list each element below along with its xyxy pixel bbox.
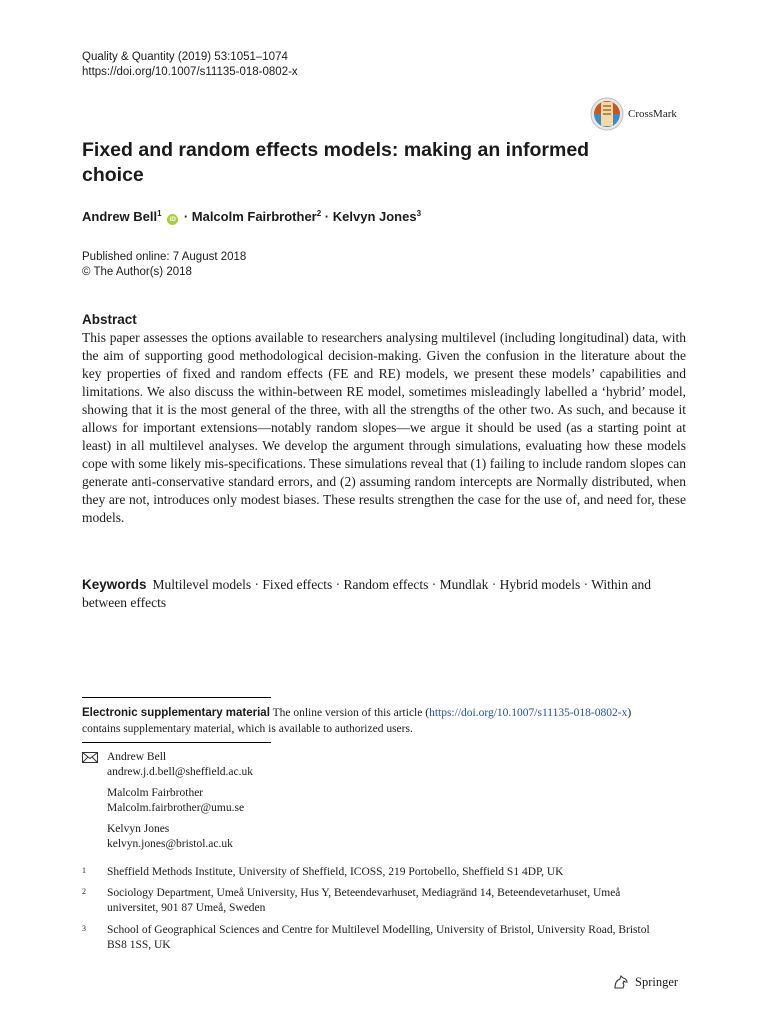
esm-label: Electronic supplementary material <box>82 707 270 719</box>
contact-email[interactable]: kelvyn.jones@bristol.ac.uk <box>107 838 233 850</box>
copyright-line: © The Author(s) 2018 <box>82 266 192 278</box>
footnote-rule <box>82 697 271 698</box>
crossmark-icon <box>590 96 624 132</box>
orcid-icon[interactable]: iD <box>167 214 178 225</box>
keywords <box>82 576 686 612</box>
affiliation-text: School of Geographical Sciences and Centre for Multilevel Modelling, University of Bristol, University Road, Bristol BS8 1SS, UK <box>107 924 650 951</box>
author-name: Andrew Bell <box>82 209 158 224</box>
esm-text-before: The online version of this article ( <box>269 707 430 719</box>
author-affiliation-mark: 2 <box>316 209 322 218</box>
affiliation-text: Sociology Department, Umeå University, Hus Y, Beteendevarhuset, Mediagränd 14, Beteendevetarhuset, Umeå universitet, 901 87 Umeå, Sweden <box>107 887 621 914</box>
author-name: Malcolm Fairbrother <box>191 209 317 224</box>
abstract-body: This paper assesses the options available to researchers analysing multilevel (including longitudinal) data, with the aim of supporting good methodological decision-making. Given the confusion in the literature about the key properties of fixed and random effects (FE and RE) models, we present these models’ capabilities and limitations. We also discuss the within-between RE model, sometimes misleadingly labelled a ‘hybrid’ model, showing that it is the most general of the three, with all the strengths of the other two. As such, and because it allows for important extensions—notably random slopes—we argue it should be used (as a starting point at least) in all multilevel analyses. We develop the argument through simulations, evaluating how these models cope with some likely mis-specifications. These simulations reveal that (1) failing to include random slopes can generate anti-conservative standard errors, and (2) assuming random intercepts are Normally distributed, when they are not, introduces only modest biases. These results strengthen the case for the use of, and need for, these models. <box>82 330 686 525</box>
author-affiliation-mark: 3 <box>416 209 422 218</box>
crossmark-label: CrossMark <box>628 108 677 120</box>
contact-email[interactable]: andrew.j.d.bell@sheffield.ac.uk <box>107 766 253 778</box>
publication-info <box>82 250 246 280</box>
keywords-label: Keywords <box>82 577 147 592</box>
keywords-text: Multilevel models · Fixed effects · Random effects · Mundlak · Hybrid models · Within and between effects <box>82 577 652 610</box>
contact-name: Andrew Bell <box>107 751 167 763</box>
contact-list <box>107 750 253 858</box>
journal-citation: Quality & Quantity (2019) 53:1051–1074 <box>82 51 288 63</box>
published-date: Published online: 7 August 2018 <box>82 251 247 263</box>
contact-entry <box>107 786 253 816</box>
contact-email[interactable]: Malcolm.fairbrother@umu.se <box>107 802 245 814</box>
journal-header <box>82 50 298 80</box>
affiliation-number: 2 <box>82 887 86 896</box>
esm-doi-link[interactable]: https://doi.org/10.1007/s11135-018-0802-x <box>429 707 628 719</box>
springer-horse-icon <box>612 974 630 990</box>
abstract-heading: Abstract <box>82 312 137 327</box>
author-list <box>82 209 421 225</box>
esm-text-after: ) contains supplementary material, which is available to authorized users. <box>82 707 632 735</box>
contact-entry <box>107 822 253 852</box>
paper-title: Fixed and random effects models: making an informed choice <box>82 139 590 186</box>
correspondence-rule <box>82 742 271 743</box>
affiliation-text: Sheffield Methods Institute, University of Sheffield, ICOSS, 219 Portobello, Sheffield S1 4DP, UK <box>107 866 564 878</box>
publisher-name: Springer <box>635 974 679 989</box>
contact-name: Kelvyn Jones <box>107 823 170 835</box>
author-affiliation-mark: 1 <box>157 209 162 218</box>
contact-entry <box>107 750 253 780</box>
author-separator: · <box>321 209 333 224</box>
envelope-icon <box>82 752 98 763</box>
supplementary-material-note <box>82 705 652 737</box>
author-separator: · <box>180 209 192 224</box>
author-name: Kelvyn Jones <box>332 209 417 224</box>
springer-logo <box>612 974 678 990</box>
journal-doi: https://doi.org/10.1007/s11135-018-0802-x <box>82 66 298 78</box>
affiliation-number: 1 <box>82 866 86 875</box>
crossmark-badge[interactable] <box>590 96 677 132</box>
affiliation-number: 3 <box>82 924 86 933</box>
contact-name: Malcolm Fairbrother <box>107 787 204 799</box>
